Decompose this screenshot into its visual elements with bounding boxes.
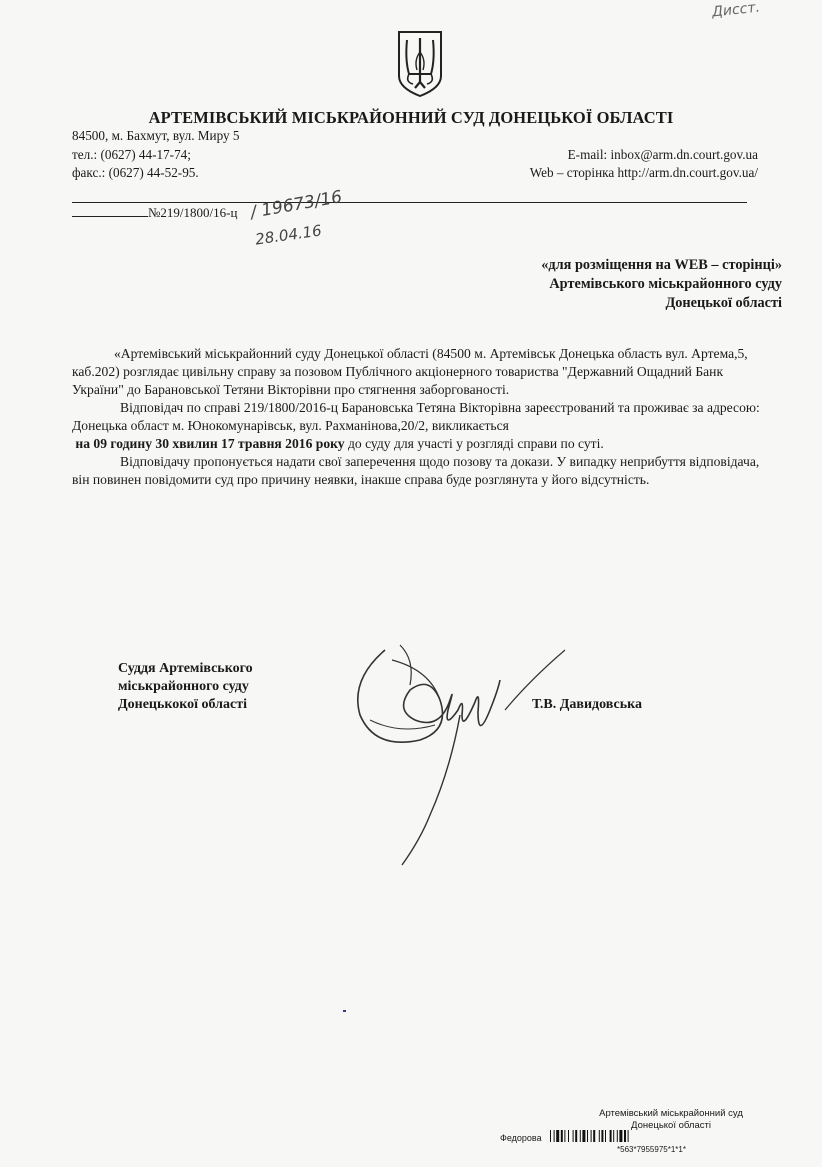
- judge-name: Т.В. Давидовська: [532, 697, 642, 712]
- court-address: 84500, м. Бахмут, вул. Миру 5: [72, 128, 240, 143]
- registration-number: №219/1800/16-ц: [148, 205, 238, 220]
- judge-signature: [340, 640, 575, 870]
- court-website: Web – сторінка http://arm.dn.court.gov.ua/: [529, 165, 758, 180]
- stamp-executor: Федорова: [500, 1133, 542, 1143]
- court-name-heading: АРТЕМІВСЬКИЙ МІСЬКРАЙОННИЙ СУД ДОНЕЦЬКОЇ ОБЛАСТІ: [148, 108, 674, 127]
- stamp-court-line-2: Донецької області: [631, 1120, 711, 1131]
- stamp-court-line-1: Артемівський міськрайонний суд: [599, 1108, 743, 1119]
- registration-line: [72, 205, 237, 221]
- registration-blank: [72, 205, 148, 217]
- destination-line-1: «для розміщення на WEB – сторінці»: [541, 257, 782, 273]
- header-divider: [72, 202, 747, 203]
- notice-hearing-purpose: до суду для участі у розгляді справи по суті.: [344, 436, 604, 451]
- handwritten-corner-note: Дисст.: [711, 0, 761, 21]
- hearing-datetime: на 09 годину 30 хвилин 17 травня 2016 року: [75, 436, 345, 451]
- destination-line-3: Донецької області: [665, 295, 782, 311]
- trident-emblem-icon: [395, 30, 445, 98]
- stamp-court: [588, 1108, 754, 1132]
- judge-title-line-3: Донецькокої області: [118, 697, 248, 712]
- barcode-icon: [550, 1130, 704, 1142]
- destination-block: [541, 256, 782, 313]
- judge-title-line-2: міськрайонного суду: [118, 679, 249, 694]
- handwritten-registration-number: / 19673/16: [248, 187, 344, 223]
- notice-paragraph-3: Відповідачу пропонується надати свої заперечення щодо позову та докази. У випадку неприбуття відповідача, він повинен повідомити суд про причину неявки, інакше справа буде розглянута у його відсутність.: [72, 454, 760, 487]
- ink-dot: [343, 1010, 346, 1012]
- destination-line-2: Артемівського міськрайонного суду: [549, 276, 782, 292]
- court-phone: тел.: (0627) 44-17-74;: [72, 147, 191, 162]
- barcode-number: *563*7955975*1*1*: [617, 1145, 686, 1154]
- judge-title-line-1: Суддя Артемівського: [118, 661, 253, 676]
- notice-defendant-text: Відповідач по справі 219/1800/2016-ц Барановська Тетяна Вікторівна зареєстрований та проживає за адресою: Донецька област м. Юнокомунарівськ, вул. Рахманінова,20/2, викликається: [72, 400, 760, 433]
- court-fax: факс.: (0627) 44-52-95.: [72, 165, 199, 180]
- notice-paragraph-1: «Артемівський міськрайонний суду Донецької області (84500 м. Артемівськ Донецька область вул. Артема,5, каб.202) розглядає цивільну справу за позовом Публічного акціонерного товариства "Державний Ощадний Банк України" до Барановської Тетяни Вікторівни про стягнення заборгованості.: [72, 346, 748, 397]
- notice-body: [72, 345, 762, 489]
- notice-paragraph-2: [72, 399, 762, 453]
- judge-title-block: [118, 660, 253, 714]
- court-email: E-mail: inbox@arm.dn.court.gov.ua: [567, 147, 758, 162]
- handwritten-registration-date: 28.04.16: [254, 221, 323, 249]
